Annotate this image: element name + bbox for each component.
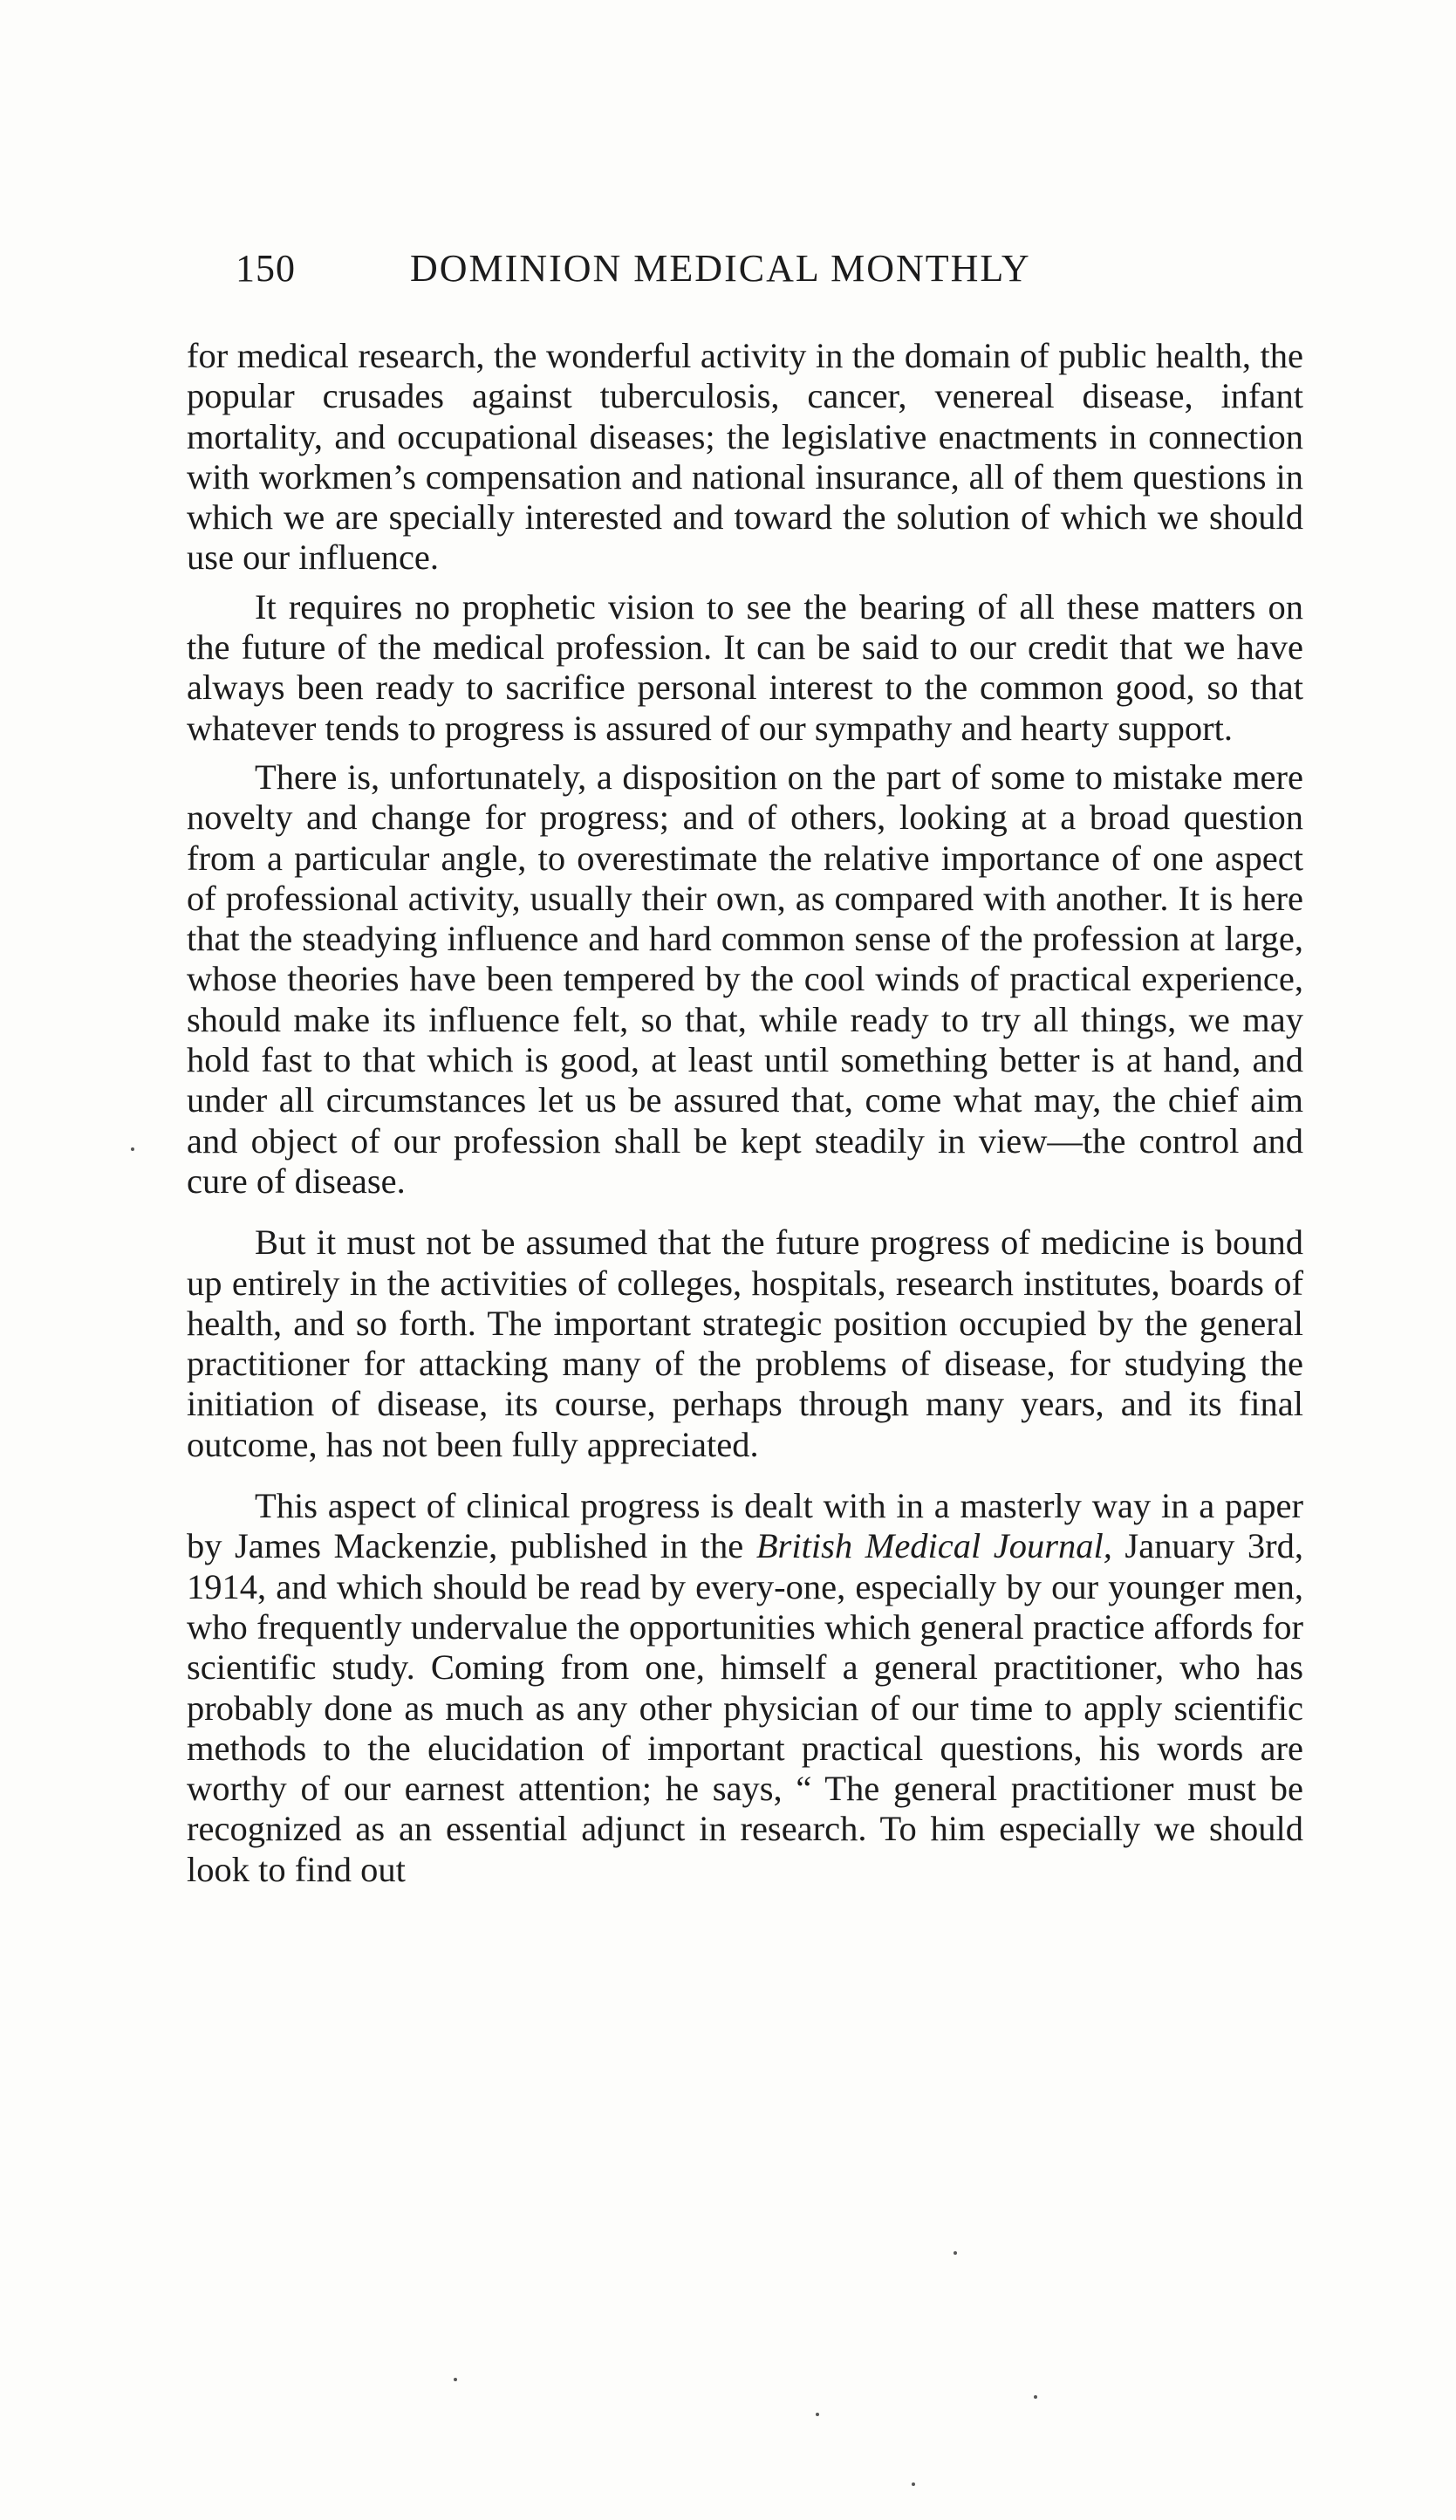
paragraph-prophetic-vision: It requires no prophetic vision to see the bearing of all these matters on the future of the medical profession. It can be said to our credit that we have always been ready to sacrifice personal interest to the common good, so that whatever tends to progress is assured of our sympathy and hearty support. <box>187 586 1303 748</box>
paragraph-mackenzie-text-2: January 3rd, 1914, and which should be read by every-one, especially by our younger men, who frequently undervalue the opportunities which general practice affords for scientific study. Coming from one, himself a general practitioner, who has probably done as much as any other physician of our time to apply scientific methods to the elucidation of important practical questions, his words are worthy of our earnest attention; he says, “ The general practitioner must be recognized as an essential adjunct in research. To him especially we should look to find out <box>187 1526 1304 1889</box>
page-number: 150 <box>236 247 296 290</box>
paragraph-continued: for medical research, the wonderful activity in the domain of public health, the popular crusades against tuberculosis, cancer, venereal disease, infant mortality, and occupational diseases; the legislative enactments in connection with workmen’s compensation and national insurance, all of them questions in which we are specially interested and toward the solution of which we should use our influence. <box>187 336 1303 578</box>
journal-title: DOMINION MEDICAL MONTHLY <box>410 247 1031 290</box>
journal-citation: British Medical Journal, <box>755 1526 1112 1566</box>
paragraph-general-practitioner: But it must not be assumed that the future progress of medicine is bound up entirely in the activities of colleges, hospitals, research institutes, boards of health, and so forth. The important strategic position occupied by the general practitioner for attacking many of the problems of disease, for studying the initiation of disease, its course, perhaps through many years, and its final outcome, has not been fully appreciated. <box>187 1222 1303 1464</box>
scan-speck <box>454 2378 457 2381</box>
scan-speck <box>1034 2395 1037 2399</box>
body-text <box>187 336 1303 1890</box>
paragraph-novelty-and-progress: There is, unfortunately, a disposition on the part of some to mistake mere novelty and change for progress; and of others, looking at a broad question from a particular angle, to overestimate the relative importance of one aspect of professional activity, usually their own, as compared with another. It is here that the steadying influence and hard common sense of the profession at large, whose theories have been tempered by the cool winds of practical experience, should make its influence felt, so that, while ready to try all things, we may hold fast to that which is good, at least until something better is at hand, and under all circumstances let us be assured that, come what may, the chief aim and object of our profession shall be kept steadily in view—the control and cure of disease. <box>187 757 1303 1201</box>
running-head <box>236 246 1300 298</box>
scan-speck <box>954 2251 957 2255</box>
paragraph-mackenzie-text-1: This aspect of clinical progress is dealt with in a masterly way in a paper by James Mackenzie, published in the <box>187 1486 1303 1566</box>
paragraph-mackenzie <box>187 1486 1303 1890</box>
scan-speck <box>912 2482 915 2486</box>
scan-speck <box>816 2413 819 2416</box>
scan-speck <box>131 1147 134 1151</box>
